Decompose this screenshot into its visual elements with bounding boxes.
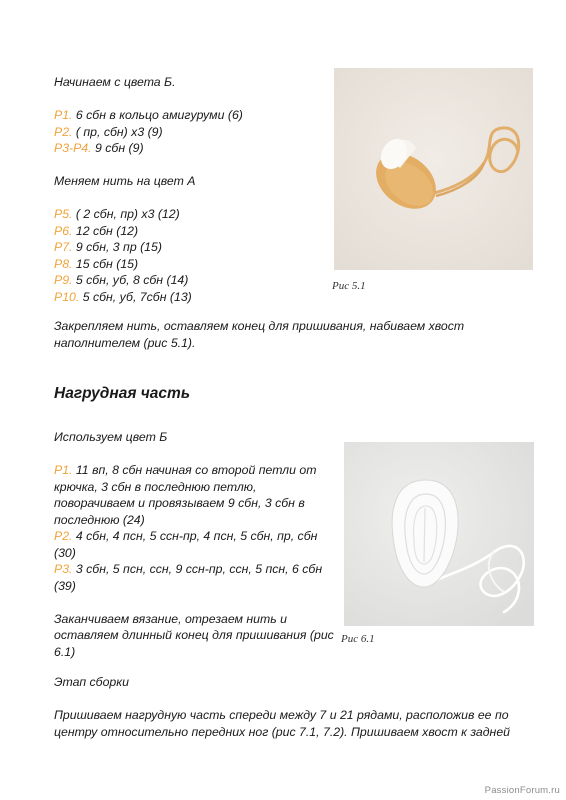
row-text: (30) [54,545,76,560]
photo-breast [344,442,534,626]
row-label: Р3. [54,562,73,576]
row-text: 12 сбн (12) [72,223,139,238]
finish-line: Заканчиваем вязание, отрезаем нить и [54,611,287,626]
breast-photo-image [344,442,534,626]
tail-finish-text [54,318,524,351]
row-text: 15 сбн (15) [72,256,139,271]
row-item [54,107,324,124]
row-label: Р7. [54,240,73,254]
row-item [54,256,324,273]
row-item [54,223,324,240]
photo-tail [334,68,533,270]
row-label: Р1. [54,463,73,477]
row-label: Р3-Р4. [54,141,92,155]
row-text: 4 сбн, 4 псн, 5 ссн-пр, 4 псн, 5 сбн, пр, сбн [72,529,318,543]
row-item [54,124,324,141]
tail-photo-image [334,68,533,270]
row-text: 9 сбн, 3 пр (15) [72,240,162,254]
breast-finish-text [54,611,334,661]
row-text: 5 сбн, уб, 7сбн (13) [79,289,192,304]
assembly-section [54,674,524,740]
row-text: 3 сбн, 5 псн, ссн, 9 ссн-пр, ссн, 5 псн, 6 сбн [72,562,323,576]
section-heading: Нагрудная часть [54,385,191,402]
row-item [54,239,324,256]
row-text: ( пр, сбн) х3 (9) [72,124,163,139]
row-text: последнюю (24) [54,512,145,527]
caption-fig-6-1: Рис 6.1 [341,633,375,645]
row-label: Р10. [54,289,80,304]
row-label: Р8. [54,256,73,271]
row-text: 6 сбн в кольцо амигуруми (6) [72,108,243,122]
caption-fig-5-1: Рис 5.1 [332,280,366,292]
assembly-line: Пришиваем нагрудную часть спереди между 7 и 21 рядами, расположив ее по [54,708,509,722]
intro-text: Начинаем с цвета Б. [54,75,176,89]
use-color-text: Используем цвет Б [54,430,168,444]
row-label: Р2. [54,124,73,139]
row-label: Р1. [54,108,73,122]
row-text: крючка, 3 сбн в последнюю петлю, [54,479,257,494]
watermark: PassionForum.ru [484,785,560,796]
assembly-line: центру относительно передних ног (рис 7.1, 7.2). Пришиваем хвост к задней [54,724,510,739]
change-color-text: Меняем нить на цвет А [54,174,196,188]
row-text: ( 2 сбн, пр) х3 (12) [72,207,180,221]
finish-line: 6.1) [54,644,76,659]
stage-title: Этап сборки [54,675,129,689]
row-list-b [54,206,324,305]
row-p2 [54,528,334,561]
row-item [54,289,324,306]
row-text: (39) [54,578,76,593]
row-item [54,206,324,223]
finish-line: наполнителем (рис 5.1). [54,335,196,350]
row-text: 11 вп, 8 сбн начиная со второй петли от [72,463,317,477]
row-label: Р9. [54,273,73,287]
row-text: 5 сбн, уб, 8 сбн (14) [72,273,189,287]
row-p3 [54,561,334,594]
finish-line: оставляем длинный конец для пришивания (рис [54,628,334,642]
finish-line: Закрепляем нить, оставляем конец для пришивания, набиваем хвост [54,319,465,333]
row-text: поворачиваем и провязываем 9 сбн, 3 сбн в [54,496,305,510]
tail-instructions [54,74,324,305]
row-list-a [54,107,324,157]
row-label: Р6. [54,223,73,238]
row-label: Р2. [54,529,73,543]
row-p1 [54,462,334,528]
row-text: 9 сбн (9) [91,141,144,155]
row-item [54,272,324,289]
breast-instructions [54,429,334,660]
row-label: Р5. [54,207,73,221]
row-item [54,140,324,157]
